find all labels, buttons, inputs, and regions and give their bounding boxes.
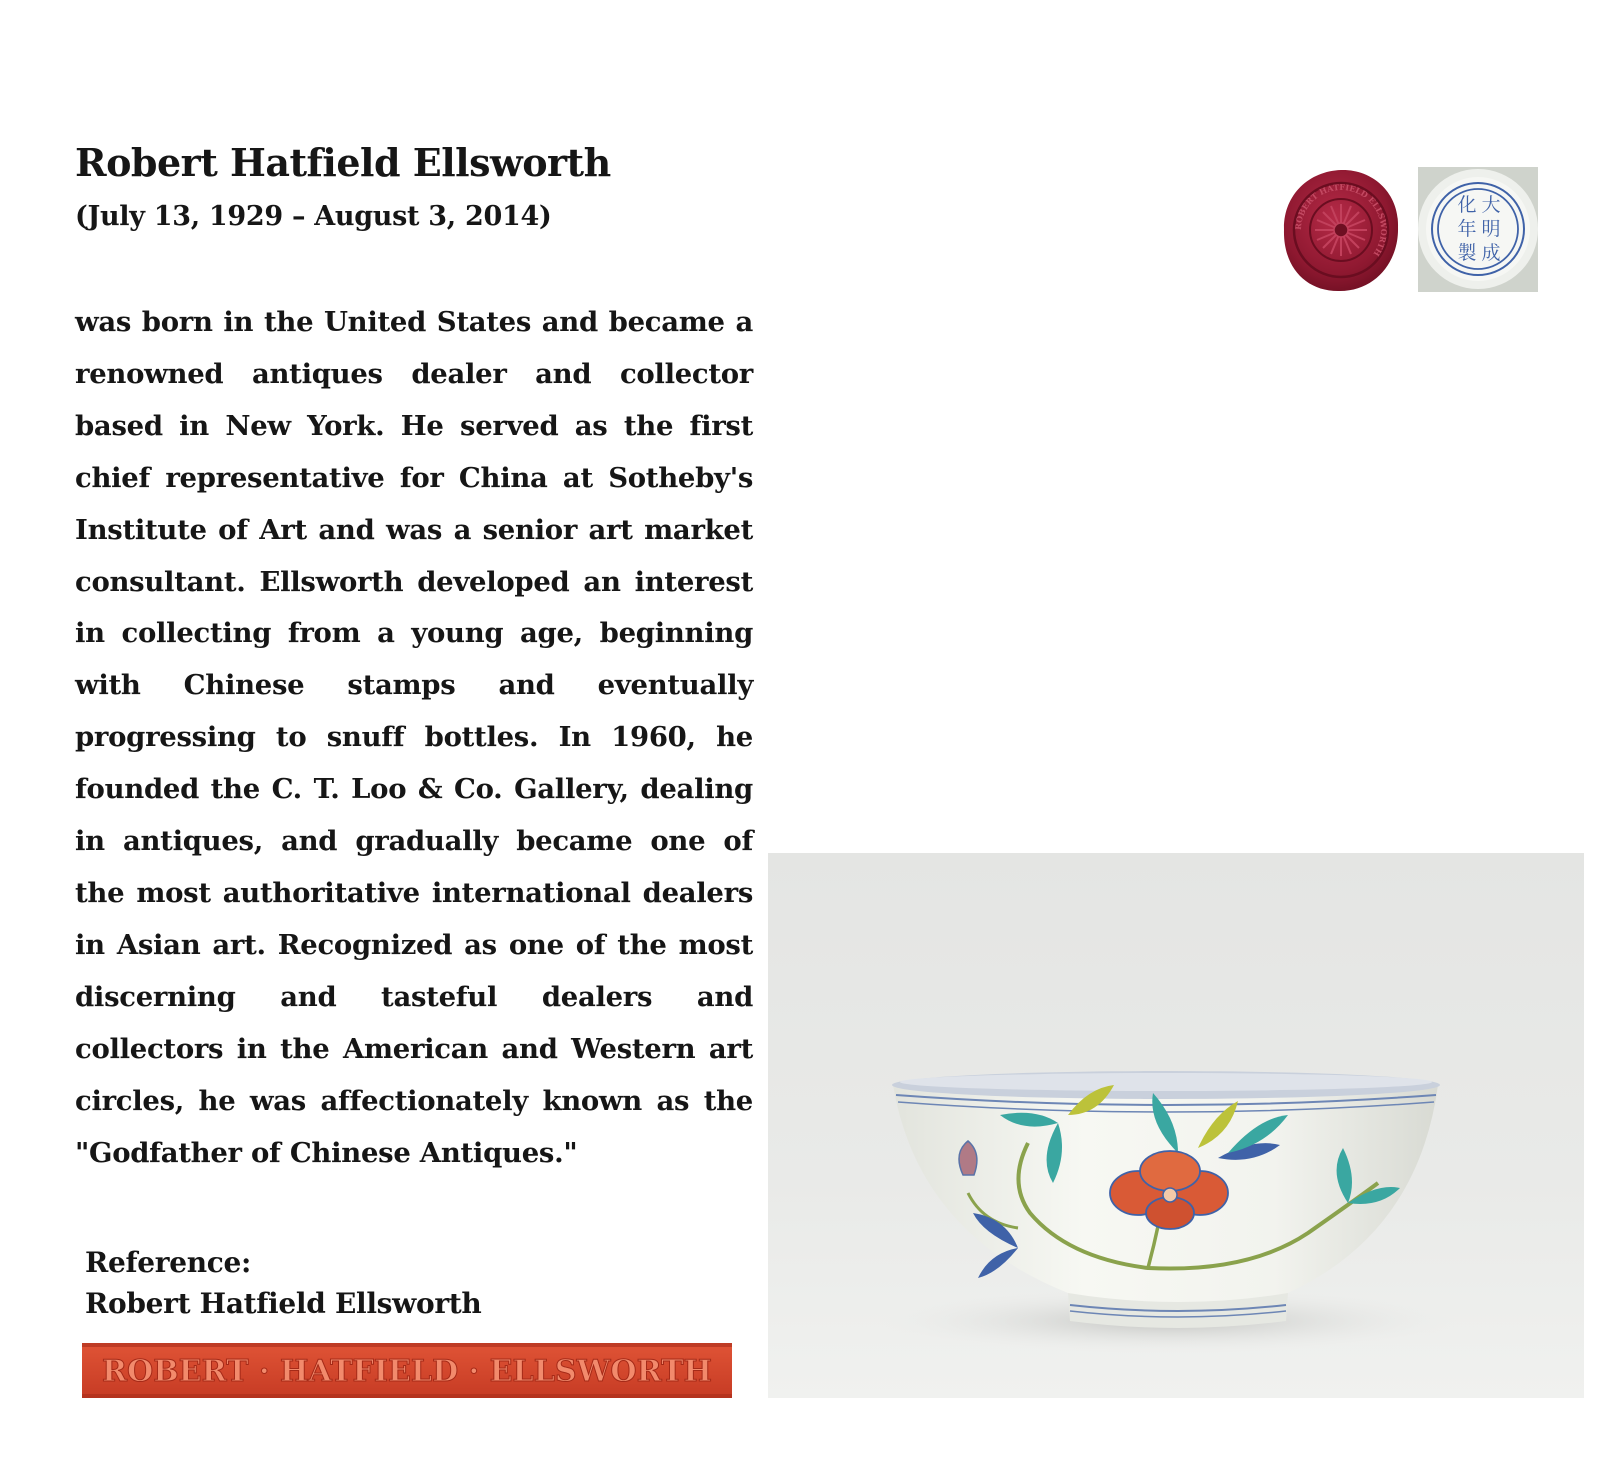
wax-seal-text: ROBERT HATFIELD ELLSWORTH — [1292, 181, 1390, 259]
porcelain-bowl-image — [768, 853, 1584, 1398]
reference-label: Reference: — [85, 1246, 252, 1279]
mark-char: 化 — [1457, 194, 1477, 216]
reign-mark-image — [1418, 167, 1538, 292]
biography-text: was born in the United States and became a renowned antiques dealer and collector based in New York. He served as the first chief representative for China at Sotheby's Institute of Art and was a senior art market consultant. Ellsworth developed an interest in collecting from a young age, beginning with Chinese stamps and eventually progressing to snuff bottles. In 1960, he founded the C. T. Loo & Co. Gallery, dealing in antiques, and gradually became one of the most authoritative international dealers in Asian art. Recognized as one of the most discerning and tasteful dealers and collectors in the American and Western art circles, he was affectionately known as the "Godfather of Chinese Antiques." — [75, 306, 753, 1169]
seal-stamp-strip-image — [82, 1343, 732, 1398]
reference-name: Robert Hatfield Ellsworth — [85, 1287, 482, 1320]
mark-char: 製 — [1457, 242, 1477, 264]
mark-char: 大 — [1481, 194, 1501, 216]
stamp-strip-text: ROBERT · HATFIELD · ELLSWORTH — [102, 1354, 712, 1389]
mark-char: 年 — [1457, 218, 1477, 240]
mark-char: 成 — [1481, 242, 1501, 264]
mark-char: 明 — [1481, 218, 1501, 240]
life-dates: (July 13, 1929 – August 3, 2014) — [75, 201, 552, 232]
person-name: Robert Hatfield Ellsworth — [75, 140, 611, 185]
wax-seal-image — [1280, 167, 1402, 294]
